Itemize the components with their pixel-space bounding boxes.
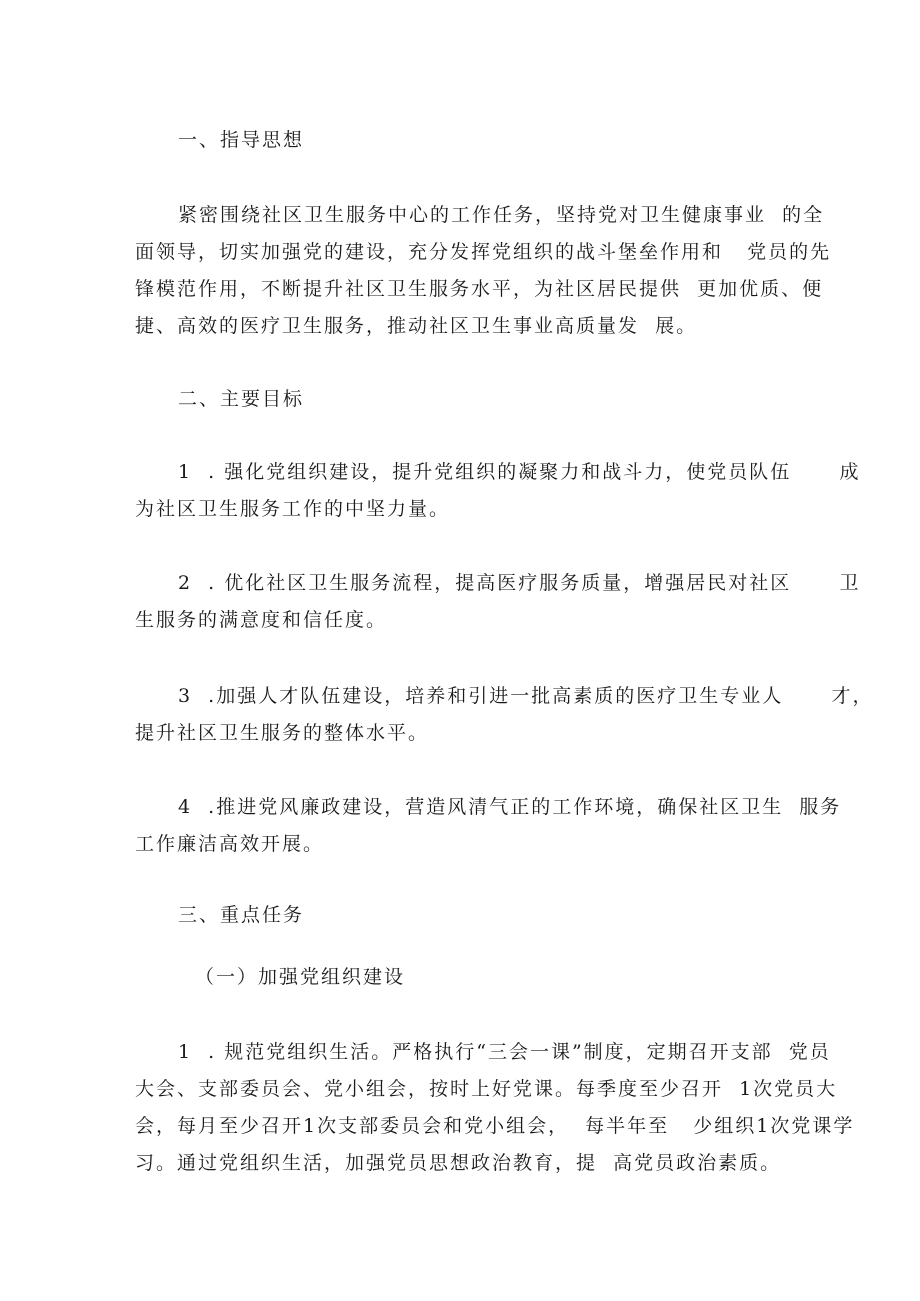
paragraph-line: 习。通过党组织生活，加强党员思想政治教育，提 高党员政治素质。 [135,1152,782,1174]
paragraph-line: 3 .加强人才队伍建设，培养和引进一批高素质的医疗卫生专业人 才， [178,685,874,707]
paragraph-line: 4 .推进党风廉政建设，营造风清气正的工作环境，确保社区卫生 服务 [178,796,842,818]
paragraph-line: 工作廉洁高效开展。 [135,833,325,855]
paragraph-line: 捷、高效的医疗卫生服务，推动社区卫生事业高质量发 展。 [135,315,698,337]
section-heading-2: 二、主要目标 [178,388,305,410]
paragraph-line: 提升社区卫生服务的整体水平。 [135,722,430,744]
paragraph-line: 紧密围绕社区卫生服务中心的工作任务，坚持党对卫生健康事业 的全 [178,204,825,226]
paragraph-line: 2 . 优化社区卫生服务流程，提高医疗服务质量，增强居民对社区 卫 [178,572,861,594]
paragraph-line: 1 . 规范党组织生活。严格执行“三会一课”制度，定期召开支部 党员 [178,1041,831,1063]
paragraph-line: 1 . 强化党组织建设，提升党组织的凝聚力和战斗力，使党员队伍 成 [178,461,861,483]
paragraph-line: 会，每月至少召开1次支部委员会和党小组会， 每半年至 少组织1次党课学 [135,1115,855,1137]
paragraph-line: 面领导，切实加强党的建设，充分发挥党组织的战斗堡垒作用和 党员的先 [135,241,832,263]
paragraph-line: 大会、支部委员会、党小组会，按时上好党课。每季度至少召开 1次党员大 [135,1078,838,1100]
paragraph-line: 锋模范作用，不断提升社区卫生服务水平，为社区居民提供 更加优质、便 [135,278,824,300]
section-heading-1: 一、指导思想 [178,129,305,151]
subsection-heading: （一）加强党组织建设 [195,966,406,988]
paragraph-line: 生服务的满意度和信任度。 [135,609,388,631]
paragraph-line: 为社区卫生服务工作的中坚力量。 [135,498,451,520]
section-heading-3: 三、重点任务 [178,904,305,926]
